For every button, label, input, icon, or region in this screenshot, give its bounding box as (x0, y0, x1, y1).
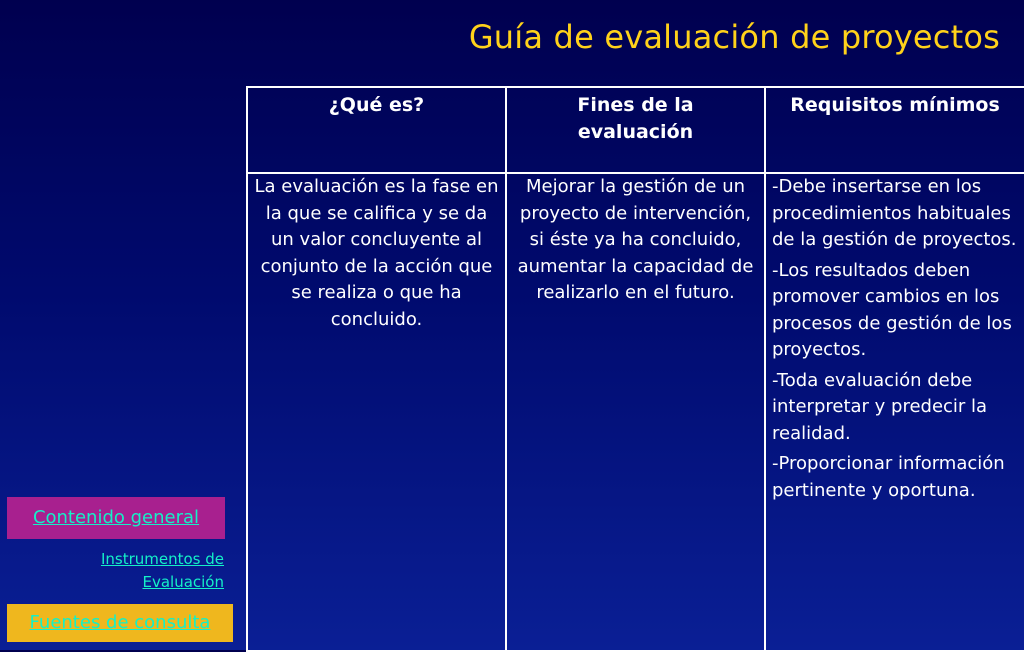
page-title: Guía de evaluación de proyectos (468, 18, 1000, 56)
evaluation-table (246, 86, 1024, 652)
table-row (247, 173, 1024, 651)
requisito-item: -Debe insertarse en los procedimientos habituales de la gestión de proyectos. (772, 176, 1017, 250)
cell-que-es: La evaluación es la fase en la que se califica y se da un valor concluyente al conjunto de la acción que se realiza o que ha concluido. (247, 173, 506, 651)
fuentes-consulta-link[interactable]: Fuentes de consulta (7, 604, 233, 642)
requisito-item: -Proporcionar información pertinente y oportuna. (772, 453, 1005, 501)
header-fines: Fines de la evaluación (506, 87, 765, 173)
header-que-es: ¿Qué es? (247, 87, 506, 173)
instrumentos-evaluacion-link[interactable]: Instrumentos de Evaluación (100, 550, 224, 591)
header-requisitos: Requisitos mínimos (765, 87, 1024, 173)
cell-fines: Mejorar la gestión de un proyecto de intervención, si éste ya ha concluido, aumentar la capacidad de realizarlo en el futuro. (506, 173, 765, 651)
table-header-row (247, 87, 1024, 173)
cell-requisitos (765, 173, 1024, 651)
contenido-general-link[interactable]: Contenido general (7, 497, 225, 539)
requisito-item: -Toda evaluación debe interpretar y predecir la realidad. (772, 369, 988, 444)
requisito-item: -Los resultados deben promover cambios en los procesos de gestión de los proyectos. (772, 259, 1012, 360)
